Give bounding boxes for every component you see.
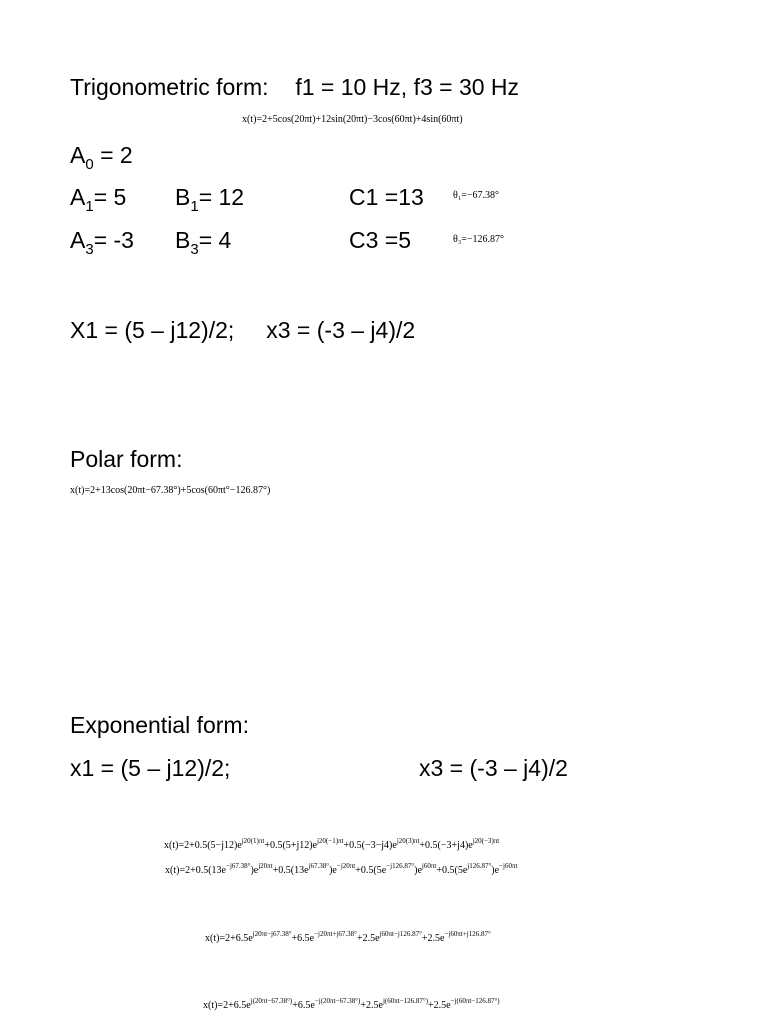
trig-heading-line (70, 73, 519, 101)
b3-term: $B_3= 4$ (175, 227, 232, 258)
polar-equation: x(t)=2+13cos(20πt−67.38°)+5cos(60πt°−126.87°) (70, 485, 271, 496)
a3-term: $A_3= -3$ (70, 227, 134, 258)
c3-term: C3 =5 (349, 227, 412, 253)
polar-heading: Polar form: (70, 446, 183, 472)
a0-term: $A_0 = 2$ (70, 142, 133, 173)
c1-term: C1 =13 (349, 184, 424, 210)
theta3-value: θ₃=−126.87° (453, 234, 505, 245)
trig-heading: Trigonometric form: (70, 74, 269, 100)
exp-equation-3: $x(t)=2+6.5e^{j20\pi t-j67.38^\circ}+6.5e^{-j20\pi t+j67.38^\circ}+2.5e^{j60\pi t-j126.87^\circ}+2.5e^{-j60\pi t+j126.87^\circ}$ (205, 929, 491, 944)
exp-x1-value: x1 = (5 – j12)/2; (70, 755, 231, 781)
phasor-values: X1 = (5 – j12)/2; x3 = (-3 – j4)/2 (70, 317, 416, 343)
trig-frequencies: f1 = 10 Hz, f3 = 30 Hz (295, 74, 520, 100)
exp-x3-value: x3 = (-3 – j4)/2 (419, 755, 568, 781)
theta1-value: θ₁=−67.38° (453, 190, 500, 201)
exp-equation-2: $x(t)=2+0.5(13e^{-j67.38^\circ})e^{j20\pi t}+0.5(13e^{j67.38^\circ})e^{-j20\pi t}+0.5(5e^{-j126.87^\circ})e^{j60\pi t}+0.5(5e^{j126.87^\circ})e^{-j60\pi t}$ (165, 861, 518, 876)
exp-equation-4: $x(t)=2+6.5e^{j(20\pi t-67.38^\circ)}+6.5e^{-j(20\pi t-67.38^\circ)}+2.5e^{j(60\pi t-126.87^\circ)}+2.5e^{-j(60\pi t-126.87^\circ)}$ (203, 996, 500, 1011)
exp-equation-1: $x(t)=2+0.5(5-j12)e^{j20(1)\pi t}+0.5(5+j12)e^{j20(-1)\pi t}+0.5(-3-j4)e^{j20(3)\pi t}+0.5(-3+j4)e^{j20(-3)\pi t}$ (164, 836, 500, 851)
trig-equation: x(t)=2+5cos(20πt)+12sin(20πt)−3cos(60πt)+4sin(60πt) (242, 114, 463, 125)
b1-term: $B_1= 12$ (175, 184, 245, 215)
exponential-heading: Exponential form: (70, 712, 249, 738)
a1-term: $A_1= 5$ (70, 184, 127, 215)
